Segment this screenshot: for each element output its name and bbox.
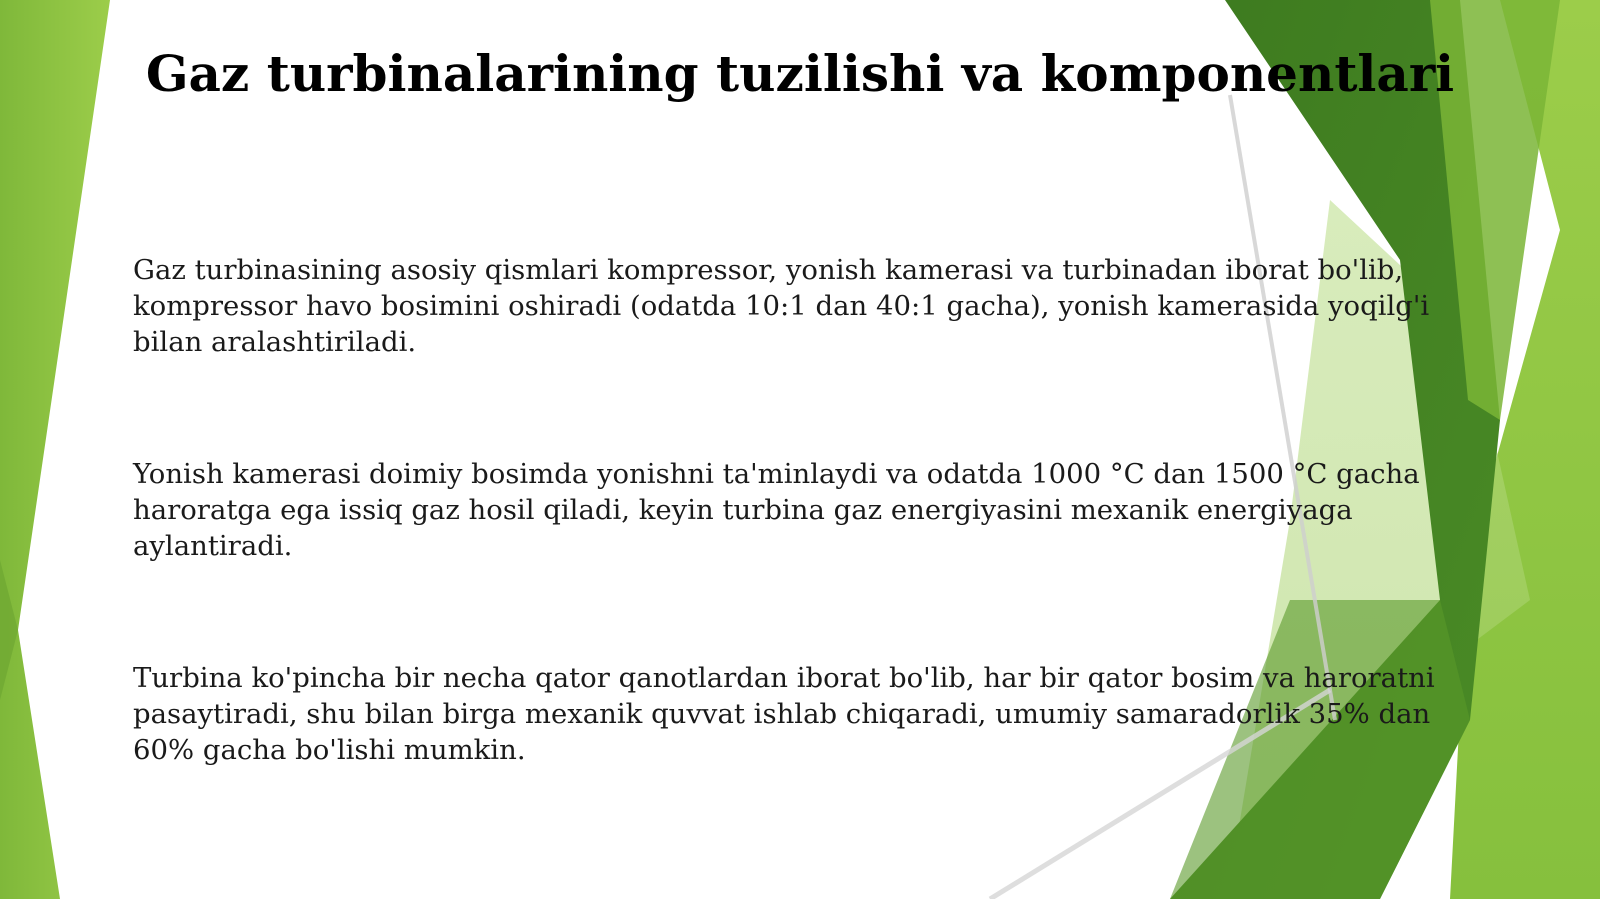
slide-title: Gaz turbinalarining tuzilishi va komponentlari — [145, 44, 1455, 103]
left-green-band — [0, 0, 110, 899]
paragraph-2: Yonish kamerasi doimiy bosimda yonishni ta'minlaydi va odatda 1000 °C dan 1500 °C gacha haroratga ega issiq gaz hosil qiladi, keyin turbina gaz energiyasini mexanik energiyaga aylantiradi. — [133, 458, 1420, 562]
paragraph-3: Turbina ko'pincha bir necha qator qanotlardan iborat bo'lib, har bir qator bosim va haroratni pasaytiradi, shu bilan birga mexanik quvvat ishlab chiqaradi, umumiy samaradorlik 35% dan 60% gacha bo'lishi mumkin. — [133, 662, 1435, 766]
slide-body — [133, 252, 1488, 768]
paragraph-1: Gaz turbinasining asosiy qismlari kompressor, yonish kamerasi va turbinadan iborat bo'lib, kompressor havo bosimini oshiradi (odatda 10:1 dan 40:1 gacha), yonish kamerasida yoqilg'i bilan aralashtiriladi. — [133, 254, 1430, 358]
